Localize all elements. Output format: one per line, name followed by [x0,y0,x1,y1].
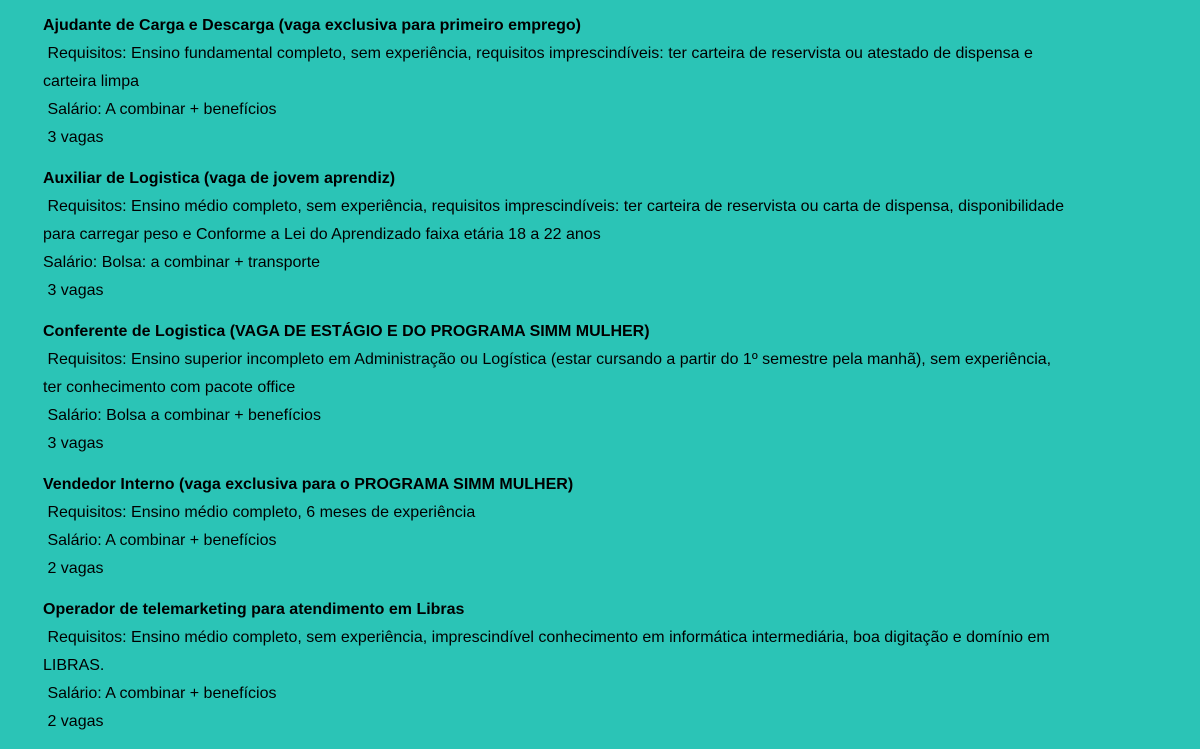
job-requirements: Requisitos: Ensino médio completo, 6 meses de experiência [43,504,476,521]
job-requirements: Requisitos: Ensino superior incompleto em Administração ou Logística (estar cursando a partir do 1º semestre pela manhã), sem experiência, ter conhecimento com pacote office [43,351,1056,396]
job-requirements: Requisitos: Ensino médio completo, sem experiência, requisitos imprescindíveis: ter carteira de reservista ou carta de dispensa, disponibilidade para carregar peso e Conforme a Lei do Aprendizado faixa etária 18 a 22 anos [43,198,1069,243]
job-salary: Salário: A combinar + benefícios [43,101,277,118]
job-listing [43,165,1073,305]
job-openings: 3 vagas [43,129,104,146]
job-title: Conferente de Logistica (VAGA DE ESTÁGIO E DO PROGRAMA SIMM MULHER) [43,323,650,340]
job-title: Vendedor Interno (vaga exclusiva para o PROGRAMA SIMM MULHER) [43,476,574,493]
job-openings: 3 vagas [43,435,104,452]
job-title: Ajudante de Carga e Descarga (vaga exclusiva para primeiro emprego) [43,17,581,34]
job-salary: Salário: Bolsa a combinar + benefícios [43,407,321,424]
job-listing [43,596,1073,736]
job-salary: Salário: A combinar + benefícios [43,685,277,702]
job-listing [43,318,1073,458]
job-title: Auxiliar de Logistica (vaga de jovem aprendiz) [43,170,396,187]
job-salary: Salário: A combinar + benefícios [43,532,277,549]
job-openings: 2 vagas [43,713,104,730]
job-listing [43,471,1073,583]
job-openings: 2 vagas [43,560,104,577]
job-title: Operador de telemarketing para atendimento em Libras [43,601,465,618]
job-requirements: Requisitos: Ensino médio completo, sem experiência, imprescindível conhecimento em informática intermediária, boa digitação e domínio em LIBRAS. [43,629,1055,674]
job-requirements: Requisitos: Ensino fundamental completo, sem experiência, requisitos imprescindíveis: ter carteira de reservista ou atestado de dispensa e carteira limpa [43,45,1038,90]
job-list [43,12,1073,749]
job-listing [43,12,1073,152]
job-salary: Salário: Bolsa: a combinar + transporte [43,254,321,271]
job-openings: 3 vagas [43,282,104,299]
